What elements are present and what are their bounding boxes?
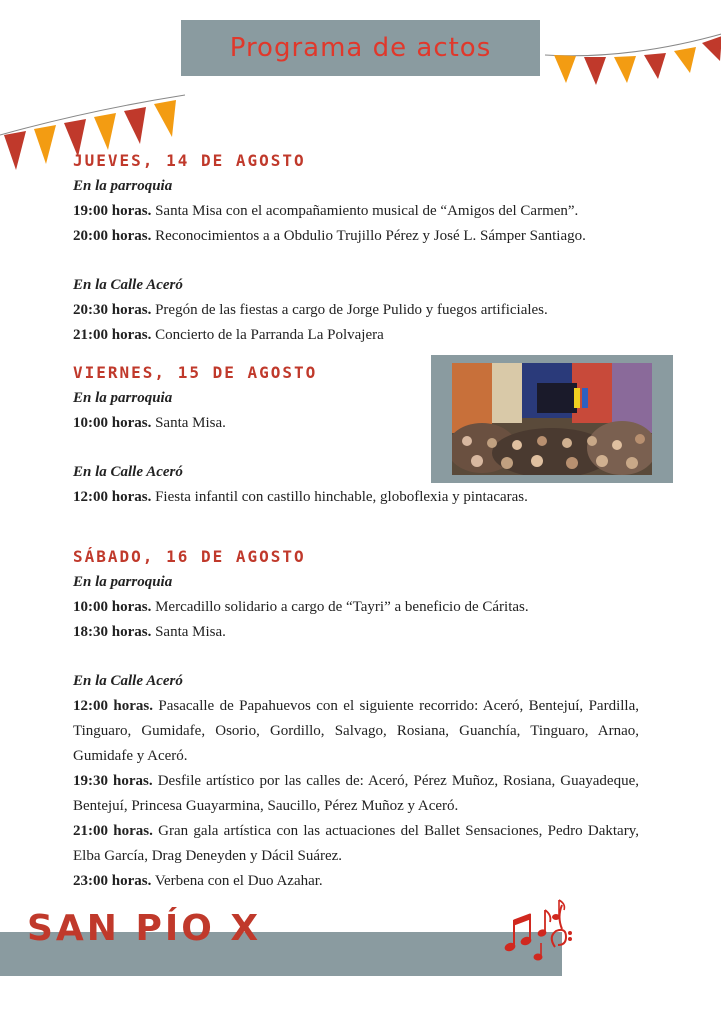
place-label: En la parroquia (73, 390, 173, 406)
event-text: Desfile artístico por las calles de: Aceró, Pérez Muñoz, Rosiana, Guayadeque, Bentejuí, Princesa Guayarmina, Saucillo, Pérez Muñoz y Aceró. (73, 773, 640, 814)
event-line (73, 819, 639, 869)
event-line (73, 485, 639, 510)
day-title: SÁBADO, 16 DE AGOSTO (73, 547, 306, 566)
event-text: Pasacalle de Papahuevos con el siguiente recorrido: Aceró, Bentejuí, Pardilla, Tinguaro, Gumidafe, Osorio, Gordillo, Salvago, Rosiana, Guanchía, Tinguaro, Arnao, Gumidafe y Aceró. (73, 698, 639, 764)
place-label: En la Calle Aceró (73, 277, 183, 293)
event-line (73, 323, 639, 348)
event-text: Fiesta infantil con castillo hinchable, globoflexia y pintacaras. (151, 489, 528, 505)
event-line (73, 769, 639, 819)
event-text: Pregón de las fiestas a cargo de Jorge Pulido y fuegos artificiales. (151, 302, 548, 318)
bunting-right (540, 25, 721, 125)
event-time: 19:30 horas. (73, 773, 153, 789)
day-title: JUEVES, 14 DE AGOSTO (73, 151, 306, 170)
event-time: 10:00 horas. (73, 415, 152, 431)
event-text: Verbena con el Duo Azahar. (151, 873, 323, 889)
event-time: 23:00 horas. (73, 873, 152, 889)
place-label: En la parroquia (73, 178, 173, 194)
event-text: Santa Misa. (151, 624, 226, 640)
title-banner (181, 20, 540, 76)
event-line (73, 694, 639, 769)
event-time: 18:30 horas. (73, 624, 152, 640)
place-label: En la parroquia (73, 574, 173, 590)
event-line (73, 298, 639, 323)
event-time: 20:00 horas. (73, 228, 152, 244)
program-content (73, 148, 639, 894)
event-line (73, 199, 639, 224)
place-label: En la Calle Aceró (73, 673, 183, 689)
footer-name: SAN PÍO X (27, 908, 262, 949)
event-time: 12:00 horas. (73, 489, 152, 505)
place-label: En la Calle Aceró (73, 464, 183, 480)
page-title: Programa de actos (229, 33, 492, 63)
event-time: 19:00 horas. (73, 203, 152, 219)
event-text: Santa Misa con el acompañamiento musical de “Amigos del Carmen”. (151, 203, 579, 219)
event-time: 21:00 horas. (73, 823, 153, 839)
photo-frame (431, 355, 673, 483)
event-text: Santa Misa. (151, 415, 226, 431)
event-text: Mercadillo solidario a cargo de “Tayri” a beneficio de Cáritas. (151, 599, 529, 615)
event-text: Concierto de la Parranda La Polvajera (151, 327, 384, 343)
day-title: VIERNES, 15 DE AGOSTO (73, 363, 318, 382)
event-line (73, 224, 639, 249)
event-line (73, 595, 639, 620)
music-notes-icon (500, 895, 580, 965)
event-photo (452, 363, 652, 475)
event-text: Gran gala artística con las actuaciones del Ballet Sensaciones, Pedro Daktary, Elba García, Drag Deneyden y Dácil Suárez. (73, 823, 639, 864)
event-time: 10:00 horas. (73, 599, 152, 615)
event-text: Reconocimientos a a Obdulio Trujillo Pérez y José L. Sámper Santiago. (151, 228, 586, 244)
event-time: 21:00 horas. (73, 327, 152, 343)
event-time: 20:30 horas. (73, 302, 152, 318)
event-time: 12:00 horas. (73, 698, 153, 714)
event-line (73, 869, 639, 894)
event-line (73, 620, 639, 645)
